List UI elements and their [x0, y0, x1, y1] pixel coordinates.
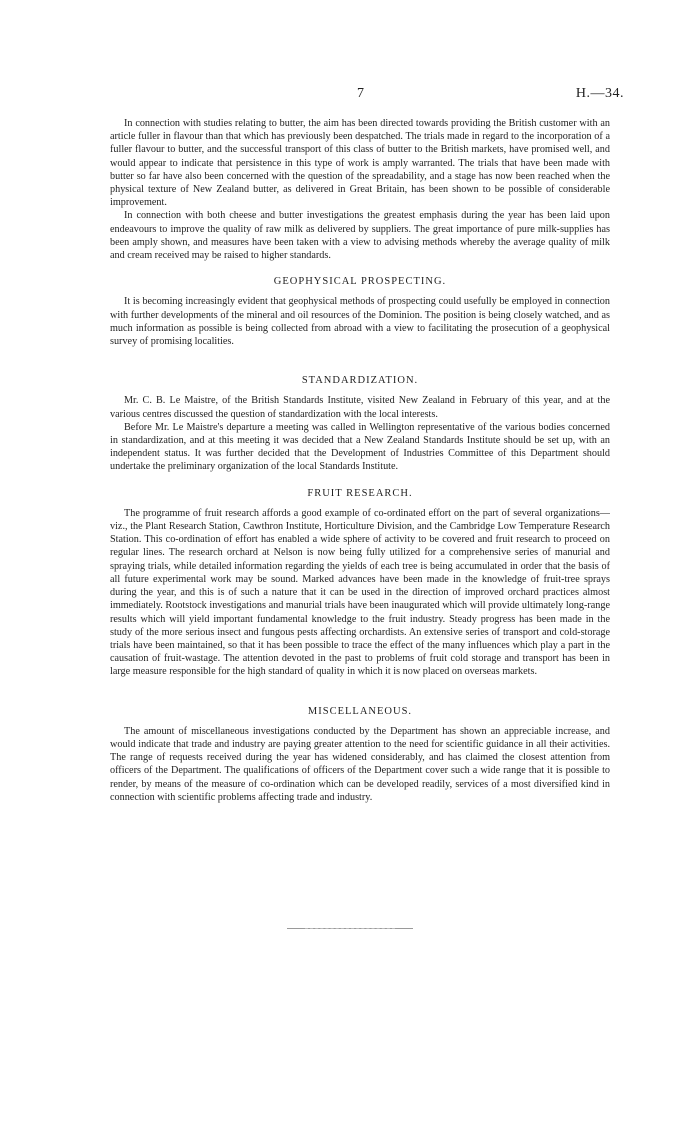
- body-text: [110, 117, 610, 804]
- paragraph-fruit-research: The programme of fruit research affords a good example of co-ordinated effort on the part of several organizations—viz., the Plant Research Station, Cawthron Institute, Horticulture Division, and the Cambridge Low Temperature Research Station. This co-ordination of effort has enabled a wide sphere of activity to be covered and fruit research to proceed on regular lines. The research orchard at Nelson is now being fully utilized for a comprehensive series of manurial and spraying trials, while detailed information regarding the yields of each tree is being accumulated in order that the basis of all future experimental work may be sound. Marked advances have been made in the knowledge of fruit-tree sprays during the year, and this is of such a nature that it can be used in the direction of improved orchard practices almost immediately. Rootstock investigations and manurial trials have been inaugurated which will provide ultimately long-range results which will yield important fundamental knowledge to the fruit industry. Steady progress has been made in the study of the more serious insect and fungous pests affecting orchardists. An extensive series of transport and cold-storage trials have been maintained, so that it has been possible to trace the effect of the many influences which play a part in the causation of fruit-wastage. The attention devoted in the past to problems of fruit cold storage and transport has been in large measure responsible for the high standard of quality in which it is now placed on overseas markets.: [110, 507, 610, 678]
- heading-miscellaneous: MISCELLANEOUS.: [307, 705, 413, 717]
- paragraph-milk-quality: In connection with both cheese and butter investigations the greatest emphasis during the year has been laid upon endeavours to improve the quality of raw milk as delivered by suppliers. The great importance of pure milk-supplies has been amply shown, and measures have been taken with a view to advising methods whereby the average quality of milk and cream received may be raised to higher standards.: [110, 210, 610, 262]
- heading-fruit-research: FRUIT RESEARCH.: [307, 487, 413, 499]
- heading-standardization: STANDARDIZATION.: [301, 375, 419, 387]
- document-reference: H.—34.: [575, 86, 624, 101]
- heading-geophysical-prospecting: GEOPHYSICAL PROSPECTING.: [273, 276, 447, 288]
- paragraph-standardization-institute: Before Mr. Le Maistre's departure a meeting was called in Wellington representative of the various bodies concerned in standardization, and at this meeting it was decided that a New Zealand Standards Institute should be set up, with an independent status. It was further decided that the Development of Industries Committee of this Department should undertake the preliminary organization of the local Standards Institute.: [110, 421, 610, 473]
- paragraph-butter-flavour: In connection with studies relating to butter, the aim has been directed towards providing the British customer with an article fuller in flavour than that which has previously been despatched. The trials made in regard to the incorporation of a fuller flavour to butter, and the successful transport of this class of butter to the British markets, have promised well, and would appear to indicate that persistence in this type of work is amply warranted. The trials that have been made with butter so far have also been concerned with the question of the spreadability, and a stage has now been reached when the physical texture of New Zealand butter, as delivered in Great Britain, has been shown to be possible of considerable improvement.: [110, 118, 610, 209]
- paragraph-geophysical: It is becoming increasingly evident that geophysical methods of prospecting could usefully be employed in connection with further developments of the mineral and oil resources of the Dominion. The position is being closely watched, and as much information as possible is being collected from abroad with a view to facilitating the prosecution of a geophysical survey of promising localities.: [110, 296, 610, 348]
- page-number: 7: [357, 86, 364, 101]
- end-rule-divider: [287, 928, 413, 929]
- paragraph-miscellaneous: The amount of miscellaneous investigations conducted by the Department has shown an appreciable increase, and would indicate that trade and industry are paying greater attention to the need for scientific guidance in all their activities. The range of requests received during the year has widened considerably, and has claimed the closest attention from officers of the Department. The qualifications of officers of the Department cover such a wide range that it is possible to render, by means of the measure of co-ordination which can be developed readily, services of a most diversified kind in connection with scientific problems affecting trade and industry.: [110, 725, 610, 803]
- running-head: [110, 86, 624, 106]
- paragraph-standardization-visit: Mr. C. B. Le Maistre, of the British Standards Institute, visited New Zealand in February of this year, and at the various centres discussed the question of standardization with the local interests.: [110, 395, 610, 420]
